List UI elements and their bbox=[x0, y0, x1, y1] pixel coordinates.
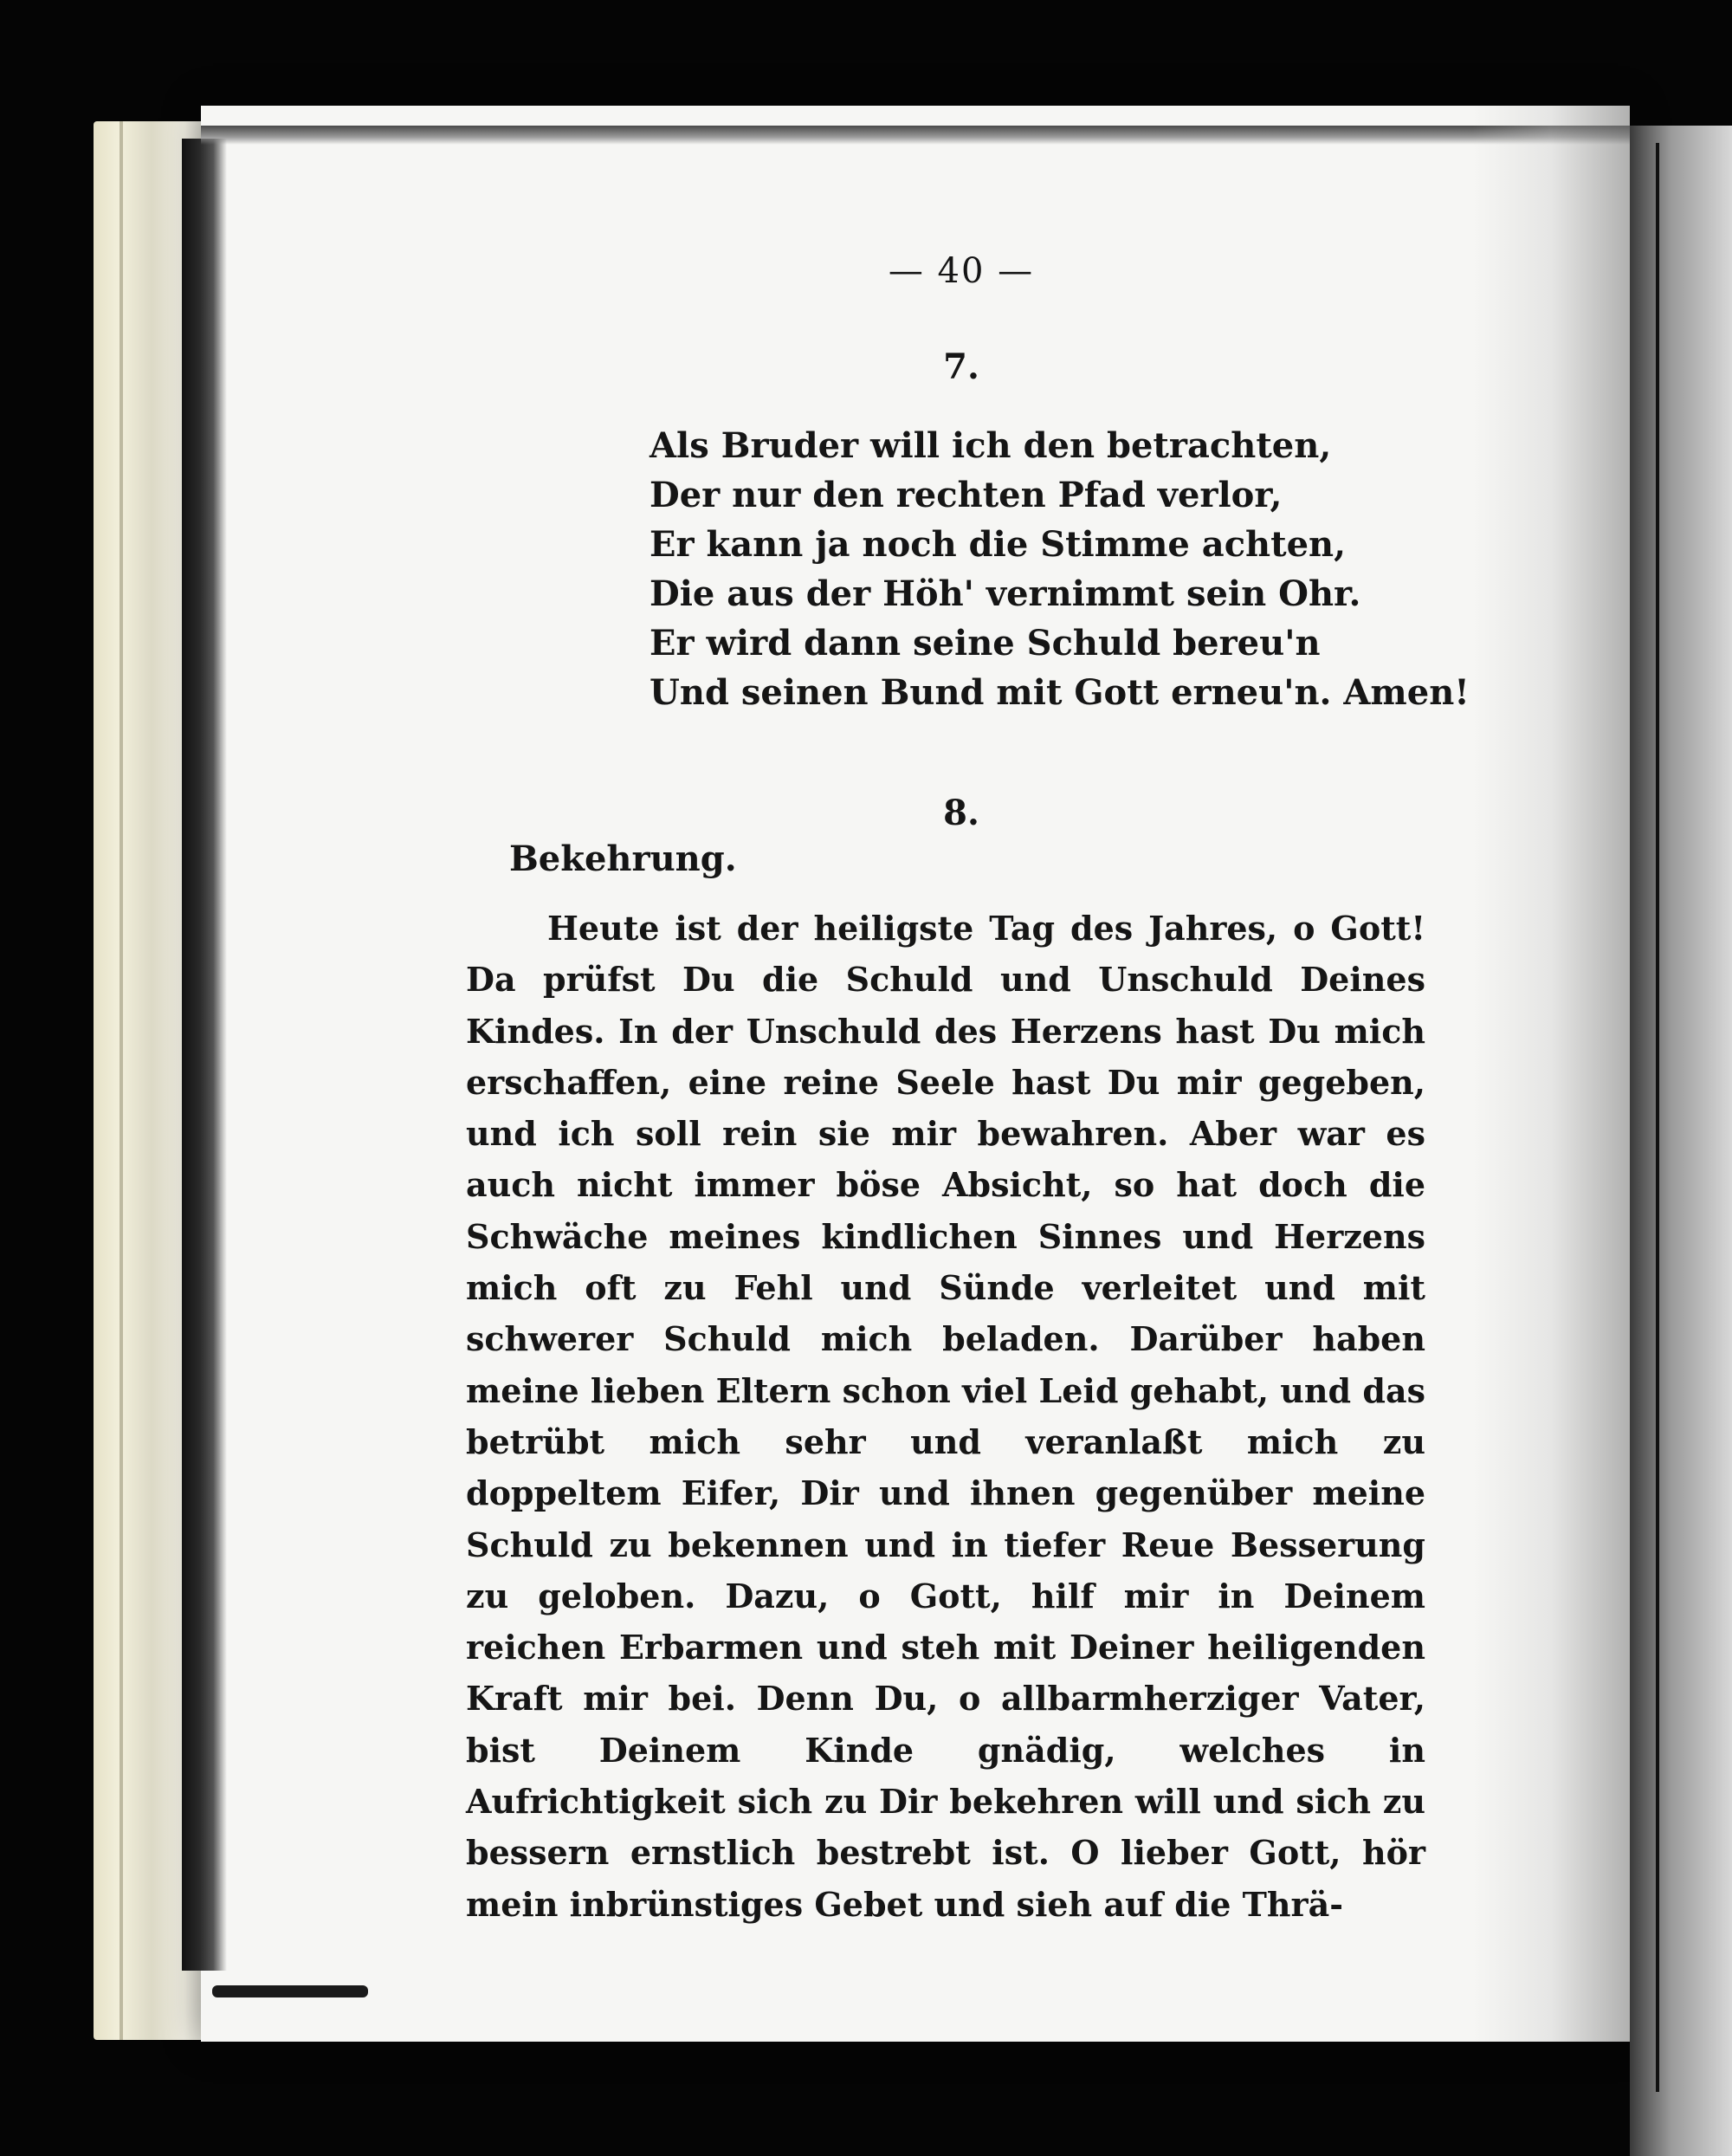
poem-line: Er wird dann seine Schuld bereu'n bbox=[650, 623, 1321, 664]
poem-line: Der nur den rechten Pfad verlor, bbox=[650, 475, 1283, 515]
bottom-edge-mark bbox=[212, 1985, 368, 1997]
poem-line: Er kann ja noch die Stimme achten, bbox=[650, 524, 1347, 565]
page-number: — 40 — bbox=[888, 251, 1035, 291]
poem-line: Als Bruder will ich den betrachten, bbox=[650, 425, 1332, 466]
gutter-shadow bbox=[1472, 106, 1630, 2042]
poem-line: Die aus der Höh' vernimmt sein Ohr. bbox=[650, 573, 1361, 614]
adjacent-page-edge bbox=[1630, 126, 1732, 2156]
poem-line: Und seinen Bund mit Gott erneu'n. Amen! bbox=[650, 672, 1470, 713]
prayer-paragraph: Heute ist der heiligste Tag des Jahres, o Gott! Da prüfst Du die Schuld und Unschuld Deines Kindes. In der Unschuld des Herzens hast Du mich erschaffen, eine reine Seele hast Du mir gegeben, und ich soll rein sie mir bewahren. Aber war es auch nicht immer böse Absicht, so hat doch die Schwäche meines kindlichen Sinnes und Herzens mich oft zu Fehl und Sünde verleitet und mit schwerer Schuld mich beladen. Darüber haben meine lieben Eltern schon viel Leid gehabt, und das betrübt mich sehr und veranlaßt mich zu doppeltem Eifer, Dir und ihnen gegenüber meine Schuld zu bekennen und in tiefer Reue Besserung zu geloben. Dazu, o Gott, hilf mir in Deinem reichen Erbarmen und steh mit Deiner heiligenden Kraft mir bei. Denn Du, o allbarmherziger Vater, bist Deinem Kinde gnädig, welches in Aufrichtigkeit sich zu Dir bekehren will und sich zu bessern ernstlich bestrebt ist. O lieber Gott, hör mein inbrünstiges Gebet und sieh auf die Thrä- bbox=[466, 909, 1425, 1924]
binding-shadow bbox=[182, 139, 227, 1971]
top-edge-shadow bbox=[201, 126, 1630, 145]
section-number-7: 7. bbox=[943, 346, 979, 387]
section-number-8: 8. bbox=[943, 793, 979, 833]
section-heading: Bekehrung. bbox=[509, 838, 737, 879]
poem-stanza bbox=[650, 421, 1470, 717]
